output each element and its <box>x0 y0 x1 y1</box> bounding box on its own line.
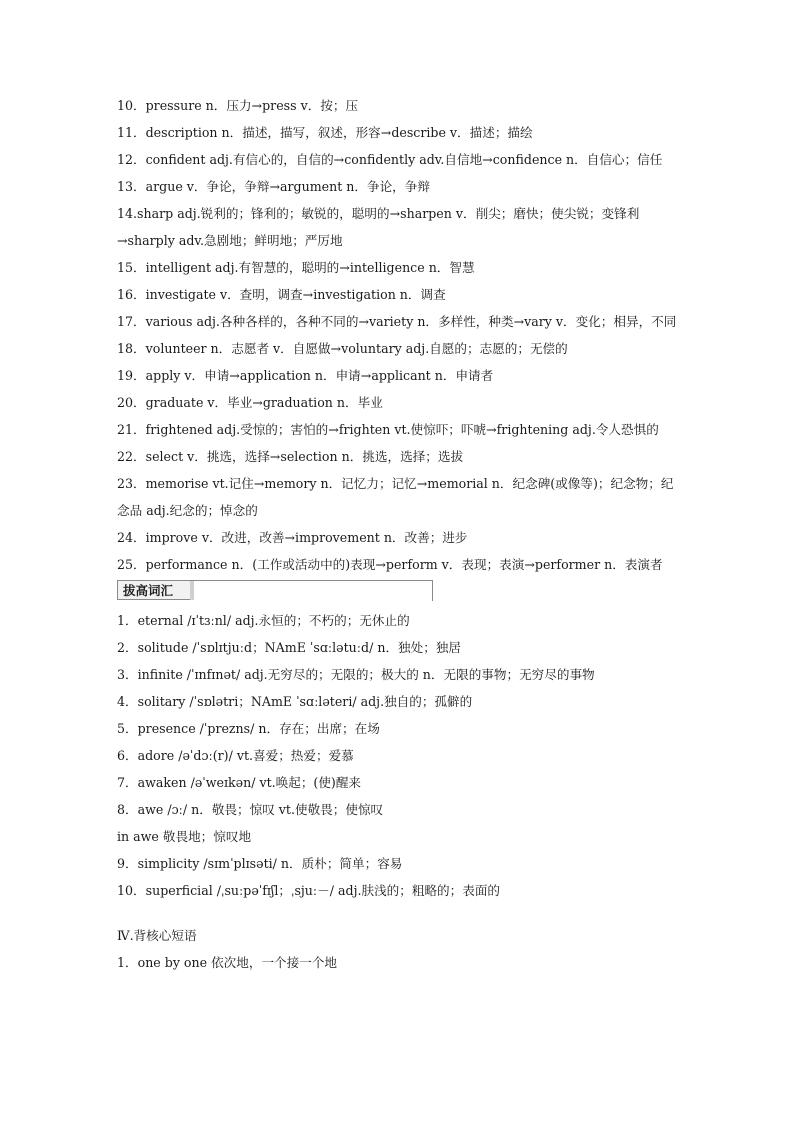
adv-entry-1: 1．eternal /ɪˈtɜːnl/ adj.永恒的；不朽的；无休止的 <box>117 613 410 628</box>
vocab-entry-23: 23．memorise vt.记住→memory n．记忆力；记忆→memorial n．纪念碑(或像等)；纪念物；纪念品 adj.纪念的；悼念的 <box>117 476 674 518</box>
vocab-entry-14: 14.sharp adj.锐利的；锋利的；敏锐的，聪明的→sharpen v．削尖；磨快；使尖锐；变锋利→sharply adv.急剧地；鲜明地；严厉地 <box>117 206 640 248</box>
phrase-list <box>117 949 685 976</box>
vocab-list-advanced <box>117 607 685 904</box>
adv-entry-2: 2．solitude /ˈsɒlɪtjuːd；NAmE ˈsɑːlətuːd/ n．独处；独居 <box>117 640 462 655</box>
vocab-entry-11: 11．description n．描述，描写，叙述，形容→describe v．描述；描绘 <box>117 125 533 140</box>
section-label: 拔高词汇 <box>117 581 191 600</box>
vocab-entry-20: 20．graduate v．毕业→graduation n．毕业 <box>117 395 383 410</box>
adv-entry-8: 8．awe /ɔː/ n．敬畏；惊叹 vt.使敬畏；使惊叹 <box>117 802 384 817</box>
vocab-entry-19: 19．apply v．申请→application n．申请→applicant n．申请者 <box>117 368 494 383</box>
vocab-entry-12: 12．confident adj.有信心的，自信的→confidently adv.自信地→confidence n．自信心；信任 <box>117 152 663 167</box>
section-header-advanced-vocab <box>117 580 433 601</box>
vocab-entry-18: 18．volunteer n．志愿者 v．自愿做→voluntary adj.自愿的；志愿的；无偿的 <box>117 341 568 356</box>
vocab-entry-15: 15．intelligent adj.有智慧的，聪明的→intelligence n．智慧 <box>117 260 475 275</box>
adv-entry-5: 5．presence /ˈprezns/ n．存在；出席；在场 <box>117 721 380 736</box>
vocab-entry-17: 17．various adj.各种各样的，各种不同的→variety n．多样性，种类→vary v．变化；相异，不同 <box>117 314 677 329</box>
vocab-entry-24: 24．improve v．改进，改善→improvement n．改善；进步 <box>117 530 468 545</box>
adv-entry-8-phrase: in awe 敬畏地；惊叹地 <box>117 829 252 844</box>
vocab-entry-16: 16．investigate v．查明，调查→investigation n．调查 <box>117 287 446 302</box>
adv-entry-10: 10．superficial /ˌsuːpəˈfɪʃl；ˌsjuː－/ adj.肤浅的；粗略的；表面的 <box>117 883 501 898</box>
phrase-entry-1: 1．one by one 依次地，一个接一个地 <box>117 955 338 970</box>
vocab-list-basic <box>117 92 685 578</box>
adv-entry-7: 7．awaken /əˈweɪkən/ vt.唤起；(使)醒来 <box>117 775 362 790</box>
adv-entry-6: 6．adore /əˈdɔː(r)/ vt.喜爱；热爱；爱慕 <box>117 748 354 763</box>
adv-entry-9: 9．simplicity /sɪmˈplɪsəti/ n．质朴；简单；容易 <box>117 856 403 871</box>
section-divider-tick <box>432 581 433 601</box>
adv-entry-4: 4．solitary /ˈsɒlətri；NAmE ˈsɑːləteri/ adj.独自的；孤僻的 <box>117 694 473 709</box>
vocab-entry-22: 22．select v．挑选，选择→selection n．挑选，选择；选拔 <box>117 449 464 464</box>
section-heading-core-phrases: Ⅳ.背核心短语 <box>117 928 197 943</box>
adv-entry-3: 3．infinite /ˈɪnfɪnət/ adj.无穷尽的；无限的；极大的 n．无限的事物；无穷尽的事物 <box>117 667 595 682</box>
vocab-entry-21: 21．frightened adj.受惊的；害怕的→frighten vt.使惊吓；吓唬→frightening adj.令人恐惧的 <box>117 422 659 437</box>
document-page <box>117 92 685 976</box>
vocab-entry-25: 25．performance n．(工作或活动中的)表现→perform v．表现；表演→performer n．表演者 <box>117 557 663 572</box>
vocab-entry-10: 10．pressure n．压力→press v．按；压 <box>117 98 359 113</box>
vocab-entry-13: 13．argue v．争论，争辩→argument n．争论，争辩 <box>117 179 430 194</box>
